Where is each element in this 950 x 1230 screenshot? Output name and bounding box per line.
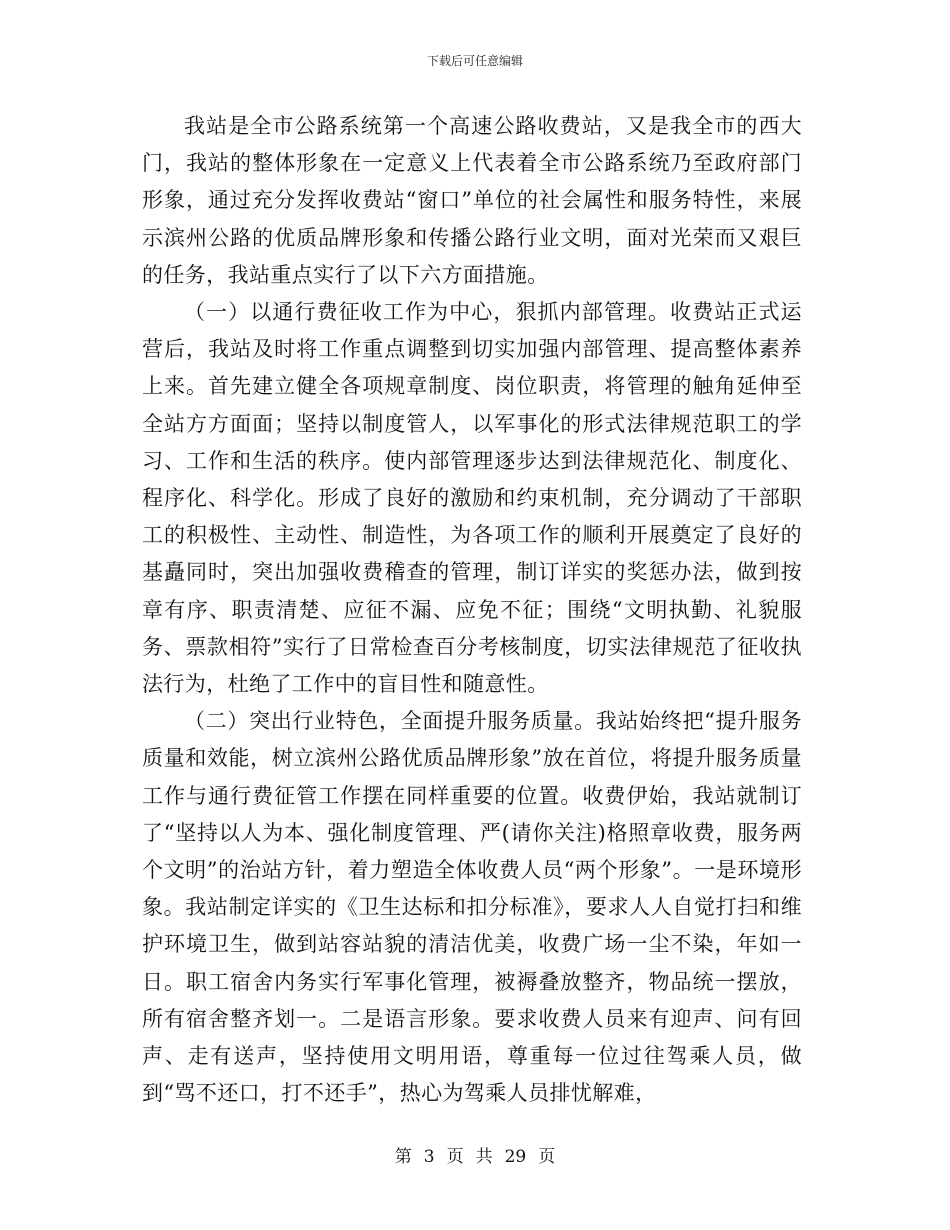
paragraph-section-2: （二）突出行业特色，全面提升服务质量。我站始终把“提升服务质量和效能，树立滨州公路优质品牌形象”放在首位，将提升服务质量工作与通行费征管工作摆在同样重要的位置。收费伊始，我站就制订了“坚持以人为本、强化制度管理、严(请你关注)格照章收费，服务两个文明”的治站方针，着力塑造全体收费人员“两个形象”。一是环境形象。我站制定详实的《卫生达标和扣分标准》，要求人人自觉打扫和维护环境卫生，做到站容站貌的清洁优美，收费广场一尘不染，年如一日。职工宿舍内务实行军事化管理，被褥叠放整齐，物品统一摆放，所有宿舍整齐划一。二是语言形象。要求收费人员来有迎声、问有回声、走有送声，坚持使用文明用语，尊重每一位过往驾乘人员，做到“骂不还口，打不还手”，热心为驾乘人员排忧解难， bbox=[142, 709, 802, 1106]
footer-prefix: 第 bbox=[394, 1147, 412, 1167]
page-footer bbox=[0, 1146, 950, 1168]
page-header: 下载后可任意编辑 bbox=[426, 54, 523, 68]
document-body bbox=[142, 108, 802, 1112]
paragraph-section-1: （一）以通行费征收工作为中心，狠抓内部管理。收费站正式运营后，我站及时将工作重点调整到切实加强内部管理、提高整体素养上来。首先建立健全各项规章制度、岗位职责，将管理的触角延伸至全站方方面面；坚持以制度管人，以军事化的形式法律规范职工的学习、工作和生活的秩序。使内部管理逐步达到法律规范化、制度化、程序化、科学化。形成了良好的激励和约束机制，充分调动了干部职工的积极性、主动性、制造性，为各项工作的顺利开展奠定了良好的基矗同时，突出加强收费稽查的管理，制订详实的奖惩办法，做到按章有序、职责清楚、应征不漏、应免不征；围绕“文明执勤、礼貌服务、票款相符”实行了日常检查百分考核制度，切实法律规范了征收执法行为，杜绝了工作中的盲目性和随意性。 bbox=[142, 300, 802, 697]
paragraph-intro: 我站是全市公路系统第一个高速公路收费站，又是我全市的西大门，我站的整体形象在一定意义上代表着全市公路系统乃至政府部门形象，通过充分发挥收费站“窗口”单位的社会属性和服务特性，来展示滨州公路的优质品牌形象和传播公路行业文明，面对光荣而又艰巨的任务，我站重点实行了以下六方面措施。 bbox=[142, 114, 802, 287]
footer-total-word: 共 bbox=[475, 1147, 493, 1167]
footer-page-word: 页 bbox=[446, 1147, 464, 1167]
footer-suffix: 页 bbox=[538, 1147, 556, 1167]
footer-current-page: 3 bbox=[423, 1147, 435, 1167]
footer-total-pages: 29 bbox=[504, 1147, 527, 1167]
